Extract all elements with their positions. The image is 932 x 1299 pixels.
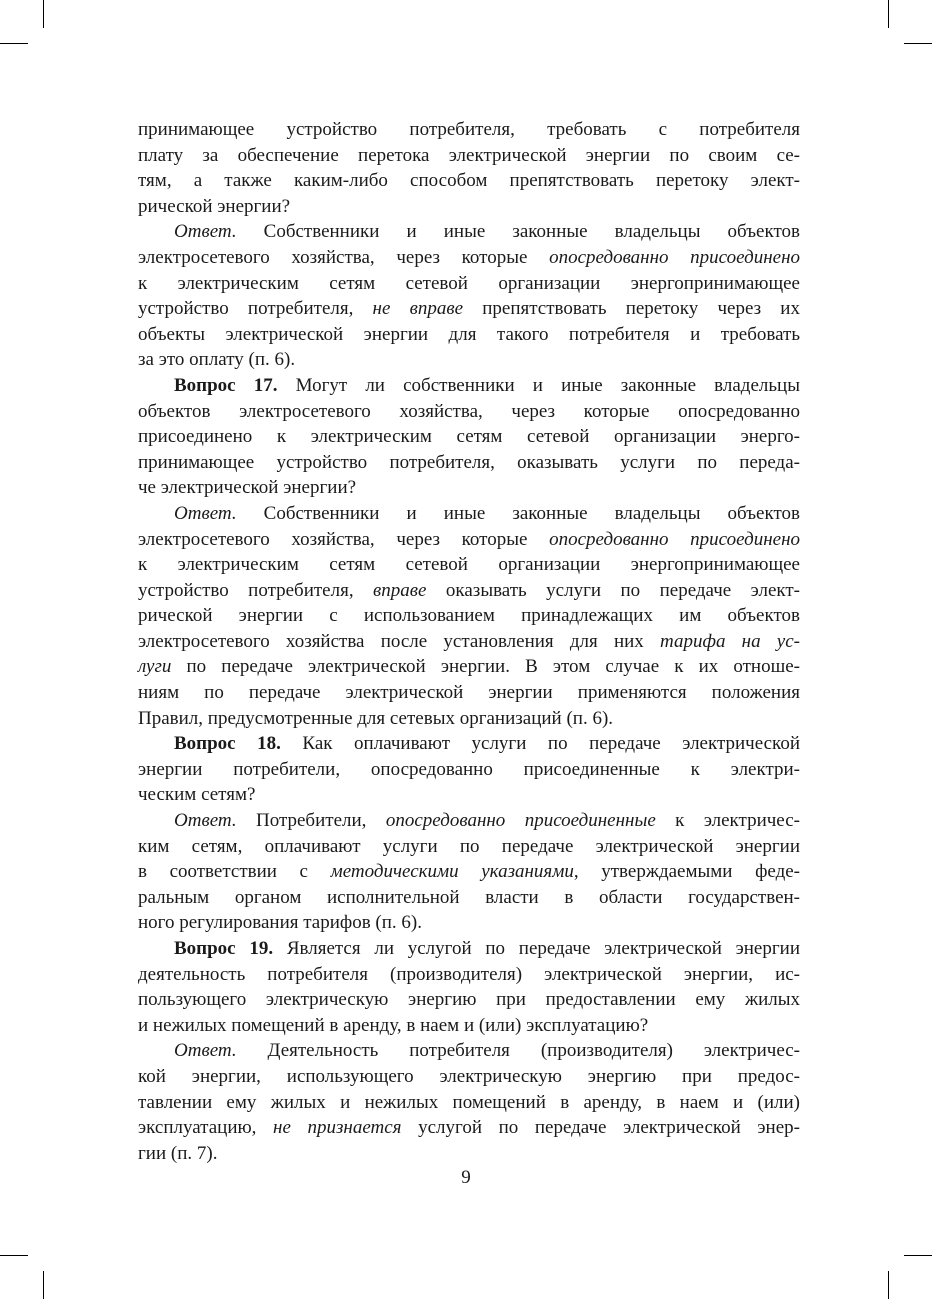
text-line — [138, 1013, 800, 1039]
text-run: и нежилых помещений в аренду, в наем и (или) эксплуатацию? — [138, 1014, 649, 1036]
text-run: Является ли услугой по передаче электрической энергии — [273, 938, 800, 959]
text-line — [138, 117, 800, 143]
text-line — [138, 450, 800, 476]
text-run: энергии потребители, опосредованно присоединенные к электри- — [138, 758, 800, 780]
text-run: устройство потребителя, — [138, 579, 374, 601]
text-run: к электричес- — [655, 810, 800, 832]
text-line — [138, 1090, 800, 1116]
text-run: по передаче электрической энергии. В этом случае к их отноше- — [171, 656, 800, 678]
italic-run: опосредованно присоединено — [549, 246, 800, 268]
italic-run: методическими указаниями — [330, 861, 574, 883]
text-run: за это оплату (п. 6). — [138, 349, 296, 371]
text-run: гии (п. 7). — [138, 1142, 218, 1164]
text-line — [138, 271, 800, 297]
text-line — [138, 245, 800, 271]
text-run: эксплуатацию, — [138, 1117, 274, 1139]
text-run: ческим сетям? — [138, 784, 256, 806]
text-run: оказывать услуги по передаче элект- — [426, 579, 800, 601]
text-run: Собственники и иные законные владельцы объектов — [236, 502, 800, 524]
text-run: препятствовать перетоку через их — [463, 298, 800, 320]
page-body — [138, 117, 800, 1166]
text-line — [138, 654, 800, 680]
italic-run: Ответ. — [174, 221, 237, 243]
text-run: в соответствии с — [138, 861, 331, 883]
text-run: рической энергии с использованием принадлежащих им объектов — [138, 605, 800, 627]
text-line — [138, 296, 800, 322]
text-line — [138, 629, 800, 655]
text-run: электросетевого хозяйства после установления для них — [138, 630, 661, 652]
text-line — [138, 680, 800, 706]
crop-mark — [888, 0, 889, 28]
text-run: Деятельность потребителя (производителя) электричес- — [236, 1040, 800, 1062]
text-line — [138, 399, 800, 425]
text-run: кой энергии, использующего электрическую энергию при предос- — [138, 1065, 800, 1087]
text-line — [138, 373, 800, 399]
text-line — [138, 1064, 800, 1090]
crop-mark — [43, 0, 44, 28]
text-run: электросетевого хозяйства, через которые — [138, 246, 550, 268]
crop-mark — [0, 1255, 28, 1256]
text-line — [138, 987, 800, 1013]
text-run: электросетевого хозяйства, через которые — [138, 528, 550, 550]
text-line — [138, 501, 800, 527]
text-line — [138, 910, 800, 936]
text-run: ким сетям, оплачивают услуги по передаче электрической энергии — [138, 835, 800, 857]
text-line — [138, 936, 800, 962]
text-run: плату за обеспечение перетока электрической энергии по своим се- — [138, 144, 800, 166]
text-run: Как оплачивают услуги по передаче электрической — [280, 733, 800, 755]
text-run: тавлении ему жилых и нежилых помещений в аренду, в наем и (или) — [138, 1091, 800, 1113]
text-line — [138, 782, 800, 808]
italic-run: Ответ. — [174, 502, 237, 524]
text-line — [138, 527, 800, 553]
text-run: Могут ли собственники и иные законные владельцы — [277, 374, 800, 396]
text-line — [138, 1115, 800, 1141]
text-run: , утверждаемыми феде- — [573, 861, 800, 883]
text-run: че электрической энергии? — [138, 477, 357, 499]
text-line — [138, 1141, 800, 1167]
text-run: Потребители, — [236, 810, 386, 832]
text-line — [138, 603, 800, 629]
bold-run: Вопрос 17. — [174, 374, 278, 396]
text-line — [138, 962, 800, 988]
bold-run: Вопрос 19. — [174, 938, 274, 959]
text-run: Собственники и иные законные владельцы объектов — [236, 221, 800, 243]
italic-run: не признается — [273, 1117, 402, 1139]
text-run: объекты электрической энергии для такого потребителя и требовать — [138, 323, 800, 345]
crop-mark — [888, 1271, 889, 1299]
text-run: Правил, предусмотренные для сетевых организаций (п. 6). — [138, 707, 614, 729]
text-run: деятельность потребителя (производителя) электрической энергии, ис- — [138, 963, 800, 985]
italic-run: Ответ. — [174, 810, 237, 832]
italic-run: опосредованно присоединено — [549, 528, 800, 550]
text-line — [138, 168, 800, 194]
text-run: устройство потребителя, — [138, 298, 373, 320]
text-line — [138, 322, 800, 348]
text-run: принимающее устройство потребителя, оказывать услуги по переда- — [138, 451, 800, 473]
text-line — [138, 552, 800, 578]
text-run: ральным органом исполнительной власти в области государствен- — [138, 886, 800, 908]
crop-mark — [0, 43, 28, 44]
crop-mark — [904, 43, 932, 44]
crop-mark — [43, 1271, 44, 1299]
italic-run: луги — [138, 656, 172, 678]
text-run: пользующего электрическую энергию при предоставлении ему жилых — [138, 989, 800, 1011]
text-run: ниям по передаче электрической энергии применяются положения — [138, 682, 800, 704]
text-line — [138, 885, 800, 911]
crop-mark — [904, 1255, 932, 1256]
italic-run: Ответ. — [174, 1040, 237, 1062]
text-run: присоединено к электрическим сетям сетевой организации энерго- — [138, 426, 800, 448]
text-run: рической энергии? — [138, 195, 291, 217]
text-line — [138, 757, 800, 783]
italic-run: не вправе — [372, 298, 464, 320]
text-line — [138, 706, 800, 732]
page-number: 9 — [461, 1167, 471, 1188]
text-line — [138, 475, 800, 501]
text-line — [138, 143, 800, 169]
text-line — [138, 424, 800, 450]
text-run: объектов электросетевого хозяйства, через которые опосредованно — [138, 400, 800, 422]
text-line — [138, 578, 800, 604]
text-line — [138, 731, 800, 757]
text-line — [138, 1038, 800, 1064]
text-run: принимающее устройство потребителя, требовать с потребителя — [138, 119, 800, 140]
text-line — [138, 834, 800, 860]
bold-run: Вопрос 18. — [174, 733, 281, 755]
italic-run: тарифа на ус- — [660, 630, 800, 652]
text-run: к электрическим сетям сетевой организации энергопринимающее — [138, 272, 800, 294]
text-line — [138, 347, 800, 373]
text-line — [138, 859, 800, 885]
text-line — [138, 219, 800, 245]
text-run: тям, а также каким-либо способом препятствовать перетоку элект- — [138, 170, 800, 192]
text-run: ного регулирования тарифов (п. 6). — [138, 912, 422, 934]
italic-run: вправе — [373, 579, 427, 601]
text-line — [138, 808, 800, 834]
text-run: услугой по передаче электрической энер- — [401, 1117, 800, 1139]
italic-run: опосредованно присоединенные — [385, 810, 656, 832]
text-line — [138, 194, 800, 220]
text-run: к электрическим сетям сетевой организации энергопринимающее — [138, 554, 800, 576]
